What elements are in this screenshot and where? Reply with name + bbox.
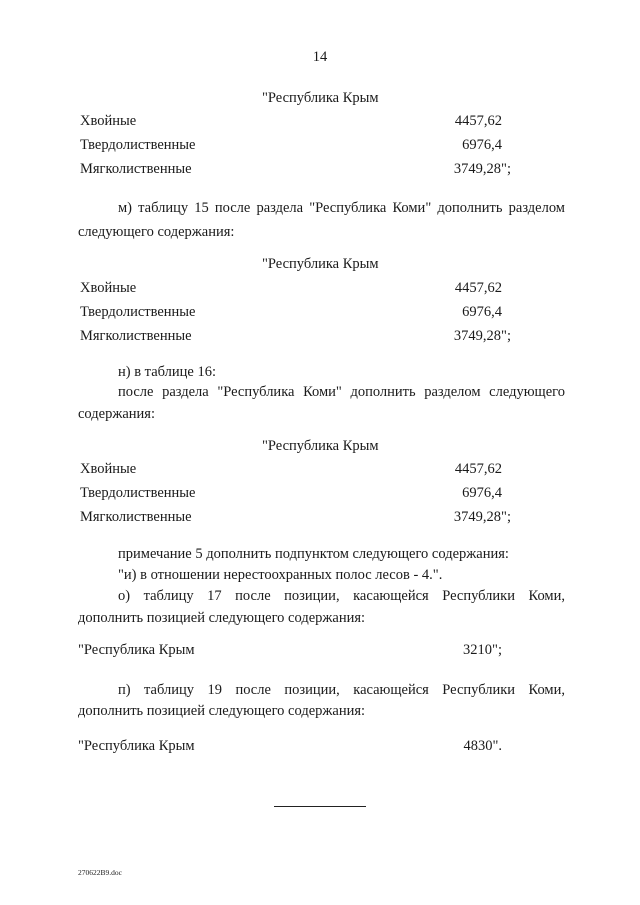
paragraph-n-line3: содержания: (78, 406, 156, 422)
paragraph-o-line2: дополнить позицией следующего содержания: (78, 610, 366, 626)
paragraph-n-line1: н) в таблице 16: (118, 364, 216, 380)
paragraph-n-line2: после раздела "Республика Коми" дополнить разделом следующего (118, 384, 565, 400)
row-label: "Республика Крым (78, 738, 195, 754)
row-value: 4457,62 (454, 280, 502, 296)
footer-file-code: 270622B9.doc (78, 868, 122, 877)
row-value: 6976,4 (462, 137, 502, 153)
page-number: 14 (312, 49, 328, 65)
row-value: 4457,62 (454, 461, 502, 477)
row-label: Хвойные (80, 280, 137, 296)
row-label: Твердолиственные (80, 304, 196, 320)
note-line2: "и) в отношении нерестоохранных полос лесов - 4.". (118, 567, 443, 583)
paragraph-o-line1: о) таблицу 17 после позиции, касающейся Республики Коми, (118, 588, 565, 604)
paragraph-m-line1: м) таблицу 15 после раздела "Республика Коми" дополнить разделом (118, 200, 565, 216)
note-line1: примечание 5 дополнить подпунктом следующего содержания: (118, 546, 509, 562)
row-label: Твердолиственные (80, 137, 196, 153)
row-value: 6976,4 (462, 485, 502, 501)
closing-divider (274, 806, 366, 807)
section-heading: "Республика Крым (262, 256, 379, 272)
row-value: 3749,28"; (453, 161, 511, 177)
row-value: 4457,62 (454, 113, 502, 129)
row-label: Хвойные (80, 113, 137, 129)
row-label: Твердолиственные (80, 485, 196, 501)
row-label: Хвойные (80, 461, 137, 477)
section-heading: "Республика Крым (262, 90, 379, 106)
row-label: "Республика Крым (78, 642, 195, 658)
paragraph-p-line1: п) таблицу 19 после позиции, касающейся Республики Коми, (118, 682, 565, 698)
row-value: 6976,4 (462, 304, 502, 320)
row-label: Мягколиственные (80, 509, 192, 525)
paragraph-p-line2: дополнить позицией следующего содержания: (78, 703, 366, 719)
section-heading: "Республика Крым (262, 438, 379, 454)
paragraph-m-line2: следующего содержания: (78, 224, 235, 240)
row-value: 3210"; (463, 642, 502, 658)
row-value: 3749,28"; (453, 328, 511, 344)
row-value: 4830". (463, 738, 502, 754)
row-value: 3749,28"; (453, 509, 511, 525)
row-label: Мягколиственные (80, 161, 192, 177)
row-label: Мягколиственные (80, 328, 192, 344)
